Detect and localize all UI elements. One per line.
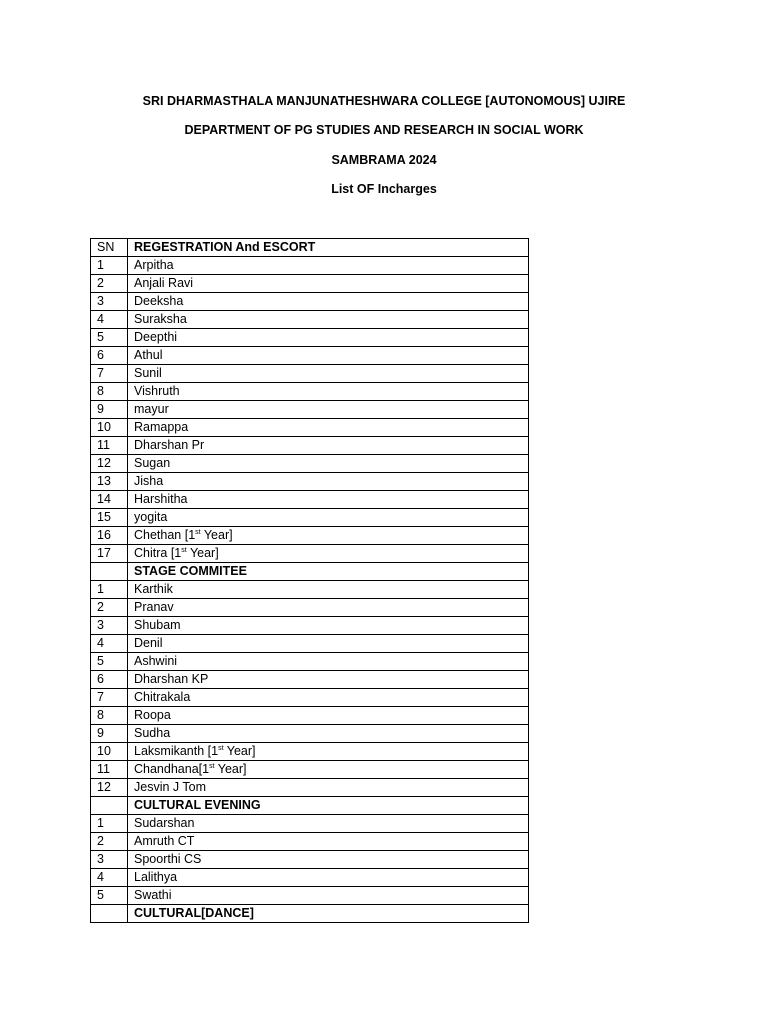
table-row xyxy=(91,761,529,779)
name-suffix: Year] xyxy=(214,762,247,776)
name-cell: Harshitha xyxy=(128,491,529,509)
serial-number-cell: 2 xyxy=(91,599,128,617)
name-cell: Lalithya xyxy=(128,869,529,887)
table-row xyxy=(91,257,529,275)
serial-number-cell: 4 xyxy=(91,635,128,653)
college-title: SRI DHARMASTHALA MANJUNATHESHWARA COLLEGE [AUTONOMOUS] UJIRE xyxy=(142,94,626,108)
table-row xyxy=(91,491,529,509)
table-row xyxy=(91,635,529,653)
name-cell: Athul xyxy=(128,347,529,365)
section-title-registration: REGESTRATION And ESCORT xyxy=(128,239,529,257)
serial-number-cell: 6 xyxy=(91,671,128,689)
name-suffix: Year] xyxy=(223,744,256,758)
name-suffix: Year] xyxy=(200,528,233,542)
name-cell: yogita xyxy=(128,509,529,527)
serial-number-cell: 8 xyxy=(91,707,128,725)
serial-number-cell: 11 xyxy=(91,437,128,455)
name-cell: Sudha xyxy=(128,725,529,743)
name-cell xyxy=(128,743,529,761)
name-cell: Ashwini xyxy=(128,653,529,671)
table-row xyxy=(91,653,529,671)
serial-number-cell: 3 xyxy=(91,617,128,635)
department-title: DEPARTMENT OF PG STUDIES AND RESEARCH IN SOCIAL WORK xyxy=(184,123,584,137)
serial-number-cell: 10 xyxy=(91,743,128,761)
table-row xyxy=(91,347,529,365)
name-cell: Dharshan Pr xyxy=(128,437,529,455)
table-row xyxy=(91,743,529,761)
serial-number-cell: 15 xyxy=(91,509,128,527)
serial-number-cell: 13 xyxy=(91,473,128,491)
serial-number-cell: 14 xyxy=(91,491,128,509)
table-row xyxy=(91,527,529,545)
table-row xyxy=(91,329,529,347)
serial-number-cell: 1 xyxy=(91,815,128,833)
ordinal-superscript: st xyxy=(209,763,215,770)
name-cell: Arpitha xyxy=(128,257,529,275)
ordinal-superscript: st xyxy=(218,745,224,752)
name-cell: Anjali Ravi xyxy=(128,275,529,293)
serial-number-cell: 2 xyxy=(91,833,128,851)
name-suffix: Year] xyxy=(186,546,219,560)
serial-number-cell: 16 xyxy=(91,527,128,545)
event-title: SAMBRAMA 2024 xyxy=(331,153,437,167)
name-cell: Denil xyxy=(128,635,529,653)
section-header-row xyxy=(91,563,529,581)
section-title-cell: STAGE COMMITEE xyxy=(128,563,529,581)
serial-number-cell: 3 xyxy=(91,293,128,311)
table-row xyxy=(91,581,529,599)
name-cell: Sugan xyxy=(128,455,529,473)
table-row xyxy=(91,689,529,707)
table-row xyxy=(91,419,529,437)
table-row xyxy=(91,473,529,491)
serial-number-cell xyxy=(91,563,128,581)
table-row xyxy=(91,851,529,869)
serial-number-cell: 1 xyxy=(91,257,128,275)
table-row xyxy=(91,833,529,851)
name-cell: Pranav xyxy=(128,599,529,617)
serial-number-cell xyxy=(91,797,128,815)
table-row xyxy=(91,383,529,401)
table-row xyxy=(91,671,529,689)
serial-number-cell: 6 xyxy=(91,347,128,365)
ordinal-superscript: st xyxy=(181,547,187,554)
name-text: Chitra [1 xyxy=(134,546,182,560)
serial-number-cell: 17 xyxy=(91,545,128,563)
serial-number-cell: 5 xyxy=(91,329,128,347)
name-cell: Spoorthi CS xyxy=(128,851,529,869)
ordinal-superscript: st xyxy=(195,529,201,536)
name-text: Chandhana[1 xyxy=(134,762,210,776)
table-row xyxy=(91,437,529,455)
name-cell: Amruth CT xyxy=(128,833,529,851)
section-title-cell: CULTURAL EVENING xyxy=(128,797,529,815)
serial-number-cell: 3 xyxy=(91,851,128,869)
serial-number-cell: 10 xyxy=(91,419,128,437)
serial-number-cell: 9 xyxy=(91,401,128,419)
section-title-cell: CULTURAL[DANCE] xyxy=(128,905,529,923)
name-cell: Deeksha xyxy=(128,293,529,311)
serial-number-cell: 8 xyxy=(91,383,128,401)
serial-number-cell: 5 xyxy=(91,653,128,671)
name-cell: Ramappa xyxy=(128,419,529,437)
serial-number-cell: 7 xyxy=(91,689,128,707)
serial-number-cell: 1 xyxy=(91,581,128,599)
incharges-table xyxy=(90,238,529,923)
serial-number-cell: 5 xyxy=(91,887,128,905)
serial-number-cell: 7 xyxy=(91,365,128,383)
table-row xyxy=(91,365,529,383)
name-cell: Shubam xyxy=(128,617,529,635)
serial-number-cell xyxy=(91,905,128,923)
name-cell: Karthik xyxy=(128,581,529,599)
serial-number-cell: 12 xyxy=(91,779,128,797)
name-cell: Suraksha xyxy=(128,311,529,329)
incharges-table-body xyxy=(91,239,529,923)
list-title: List OF Incharges xyxy=(331,182,437,196)
name-cell xyxy=(128,761,529,779)
table-row xyxy=(91,887,529,905)
serial-number-cell: 9 xyxy=(91,725,128,743)
table-row xyxy=(91,617,529,635)
name-cell: mayur xyxy=(128,401,529,419)
name-cell: Deepthi xyxy=(128,329,529,347)
serial-number-cell: 4 xyxy=(91,869,128,887)
name-cell: Swathi xyxy=(128,887,529,905)
table-row xyxy=(91,869,529,887)
name-text: Chethan [1 xyxy=(134,528,196,542)
table-row xyxy=(91,293,529,311)
serial-number-cell: 12 xyxy=(91,455,128,473)
table-row xyxy=(91,725,529,743)
serial-number-cell: 4 xyxy=(91,311,128,329)
table-row xyxy=(91,455,529,473)
name-cell: Sudarshan xyxy=(128,815,529,833)
name-cell: Roopa xyxy=(128,707,529,725)
serial-number-cell: 11 xyxy=(91,761,128,779)
table-row xyxy=(91,275,529,293)
name-cell: Vishruth xyxy=(128,383,529,401)
name-cell: Sunil xyxy=(128,365,529,383)
table-row xyxy=(91,779,529,797)
table-header-row xyxy=(91,239,529,257)
table-row xyxy=(91,401,529,419)
table-row xyxy=(91,815,529,833)
serial-number-cell: 2 xyxy=(91,275,128,293)
table-row xyxy=(91,545,529,563)
table-row xyxy=(91,599,529,617)
name-cell: Chitrakala xyxy=(128,689,529,707)
name-cell xyxy=(128,545,529,563)
table-row xyxy=(91,707,529,725)
name-text: Laksmikanth [1 xyxy=(134,744,219,758)
table-row xyxy=(91,509,529,527)
section-header-row xyxy=(91,905,529,923)
section-header-row xyxy=(91,797,529,815)
sn-column-header: SN xyxy=(91,239,128,257)
name-cell: Jisha xyxy=(128,473,529,491)
name-cell: Dharshan KP xyxy=(128,671,529,689)
name-cell: Jesvin J Tom xyxy=(128,779,529,797)
table-row xyxy=(91,311,529,329)
name-cell xyxy=(128,527,529,545)
